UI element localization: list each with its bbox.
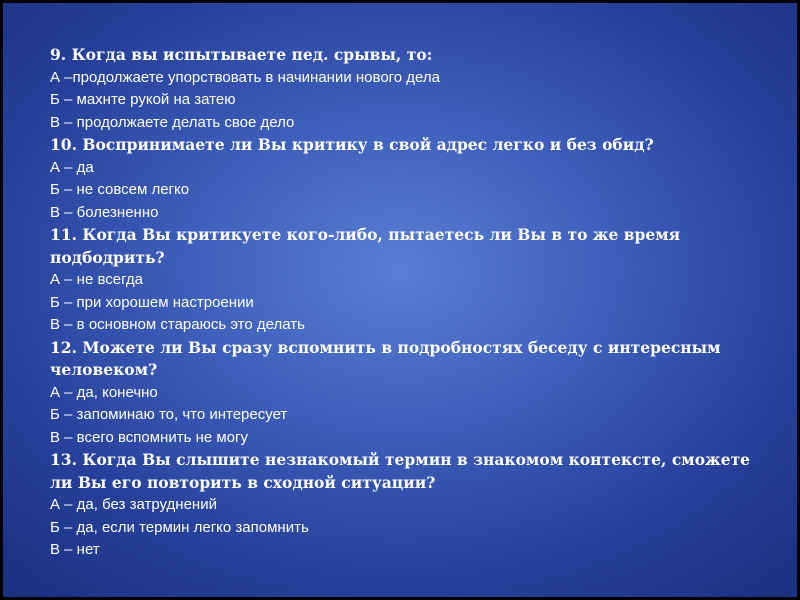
question-11: 11. Когда Вы критикуете кого-либо, пытаетесь ли Вы в то же время подбодрить? — [50, 225, 681, 267]
question-10: 10. Воспринимаете ли Вы критику в свой адрес легко и без обид? — [50, 135, 654, 154]
answer-12-b: Б – запоминаю то, что интересует — [50, 406, 288, 423]
answer-11-b: Б – при хорошем настроении — [50, 293, 254, 311]
answer-9-c: В – продолжаете делать свое дело — [50, 113, 295, 131]
question-13: 13. Когда Вы слышите незнакомый термин в знакомом контексте, сможете ли Вы его повторить в сходной ситуации? — [50, 450, 751, 492]
answer-12-a: А – да, конечно — [50, 383, 158, 401]
answer-12-c: В – всего вспомнить не могу — [50, 428, 248, 446]
answer-9-a: А –продолжаете упорствовать в начинании нового дела — [50, 68, 440, 86]
answer-10-b: Б – не совсем легко — [50, 181, 190, 198]
question-12: 12. Можете ли Вы сразу вспомнить в подробностях беседу с интересным человеком? — [50, 337, 721, 379]
answer-13-b: Б – да, если термин легко запомнить — [50, 518, 309, 536]
answer-10-c: В – болезненно — [50, 203, 159, 221]
answer-11-a: А – не всегда — [50, 271, 144, 288]
questionnaire — [50, 44, 770, 562]
answer-13-c: В – нет — [50, 541, 100, 558]
answer-13-a: А – да, без затруднений — [50, 496, 217, 513]
answer-10-a: А – да — [50, 158, 94, 176]
answer-11-c: В – в основном стараюсь это делать — [50, 316, 305, 333]
question-9: 9. Когда вы испытываете пед. срывы, то: — [50, 45, 433, 64]
answer-9-b: Б – махнте рукой на затею — [50, 91, 236, 108]
